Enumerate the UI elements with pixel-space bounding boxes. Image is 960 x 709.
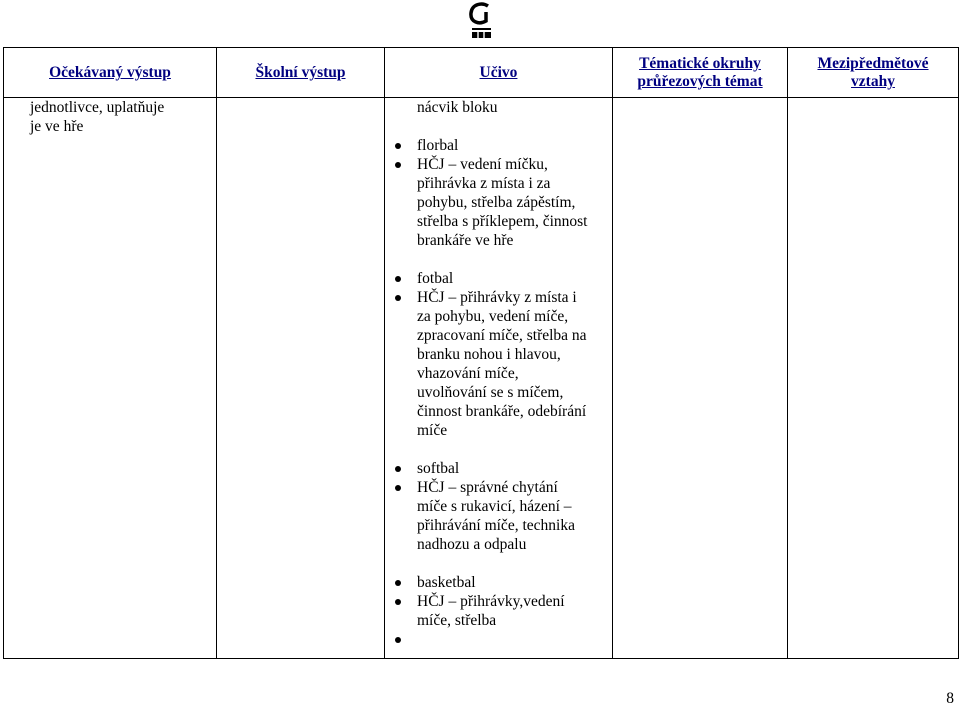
curriculum-cell: [393, 98, 623, 649]
sport-detail-line: míče, střelba: [417, 612, 497, 629]
header-school-output: Školní výstup: [255, 64, 346, 81]
school-output-cell: [30, 98, 200, 136]
school-emblem-icon: [466, 2, 496, 42]
sport-detail-line: nadhozu a odpalu: [417, 536, 527, 553]
text-line: je ve hře: [30, 118, 84, 135]
header-cross-curricular-themes: Tématické okruhy průřezových témat: [637, 55, 763, 90]
sport-title: basketbal: [393, 573, 623, 592]
sport-detail-line: uvolňování se s míčem,: [417, 384, 564, 401]
sport-detail-line: vhazování míče,: [417, 365, 519, 382]
sport-detail-line: brankáře ve hře: [417, 232, 514, 249]
sport-detail-line: míče s rukavicí, házení –: [417, 498, 572, 515]
column-divider: [787, 47, 788, 658]
sport-detail-line: HČJ – správné chytání: [393, 478, 623, 497]
header-curriculum: Učivo: [479, 64, 518, 81]
sport-detail-line: HČJ – vedení míčku,: [393, 155, 623, 174]
sport-title: softbal: [393, 459, 623, 478]
sport-detail-line: přihrávka z místa i za: [417, 175, 551, 192]
column-divider: [384, 47, 385, 658]
sport-detail-line: míče: [417, 422, 448, 439]
sport-detail-line: střelba s příklepem, činnost: [417, 213, 588, 230]
sport-title: florbal: [393, 136, 623, 155]
sport-detail-line: HČJ – přihrávky,vedení: [393, 592, 623, 611]
text-line: jednotlivce, uplatňuje: [30, 99, 165, 116]
sport-detail-line: pohybu, střelba zápěstím,: [417, 194, 576, 211]
page-number: 8: [946, 690, 954, 707]
sport-detail-line: za pohybu, vedení míče,: [417, 308, 569, 325]
header-interdisciplinary-relations: Mezipředmětové vztahy: [817, 55, 929, 90]
sport-detail-line: činnost brankáře, odebírání: [417, 403, 587, 420]
header-expected-output: Očekávaný výstup: [49, 64, 171, 81]
empty-bullet: [393, 630, 623, 649]
column-divider: [216, 47, 217, 658]
sport-detail-line: zpracovaní míče, střelba na: [417, 327, 587, 344]
sport-detail-line: branku nohou i hlavou,: [417, 346, 561, 363]
sport-detail-line: přihrávání míče, technika: [417, 517, 575, 534]
sport-title: fotbal: [393, 269, 623, 288]
sport-detail-line: HČJ – přihrávky z místa i: [393, 288, 623, 307]
curriculum-intro: nácvik bloku: [417, 99, 498, 116]
